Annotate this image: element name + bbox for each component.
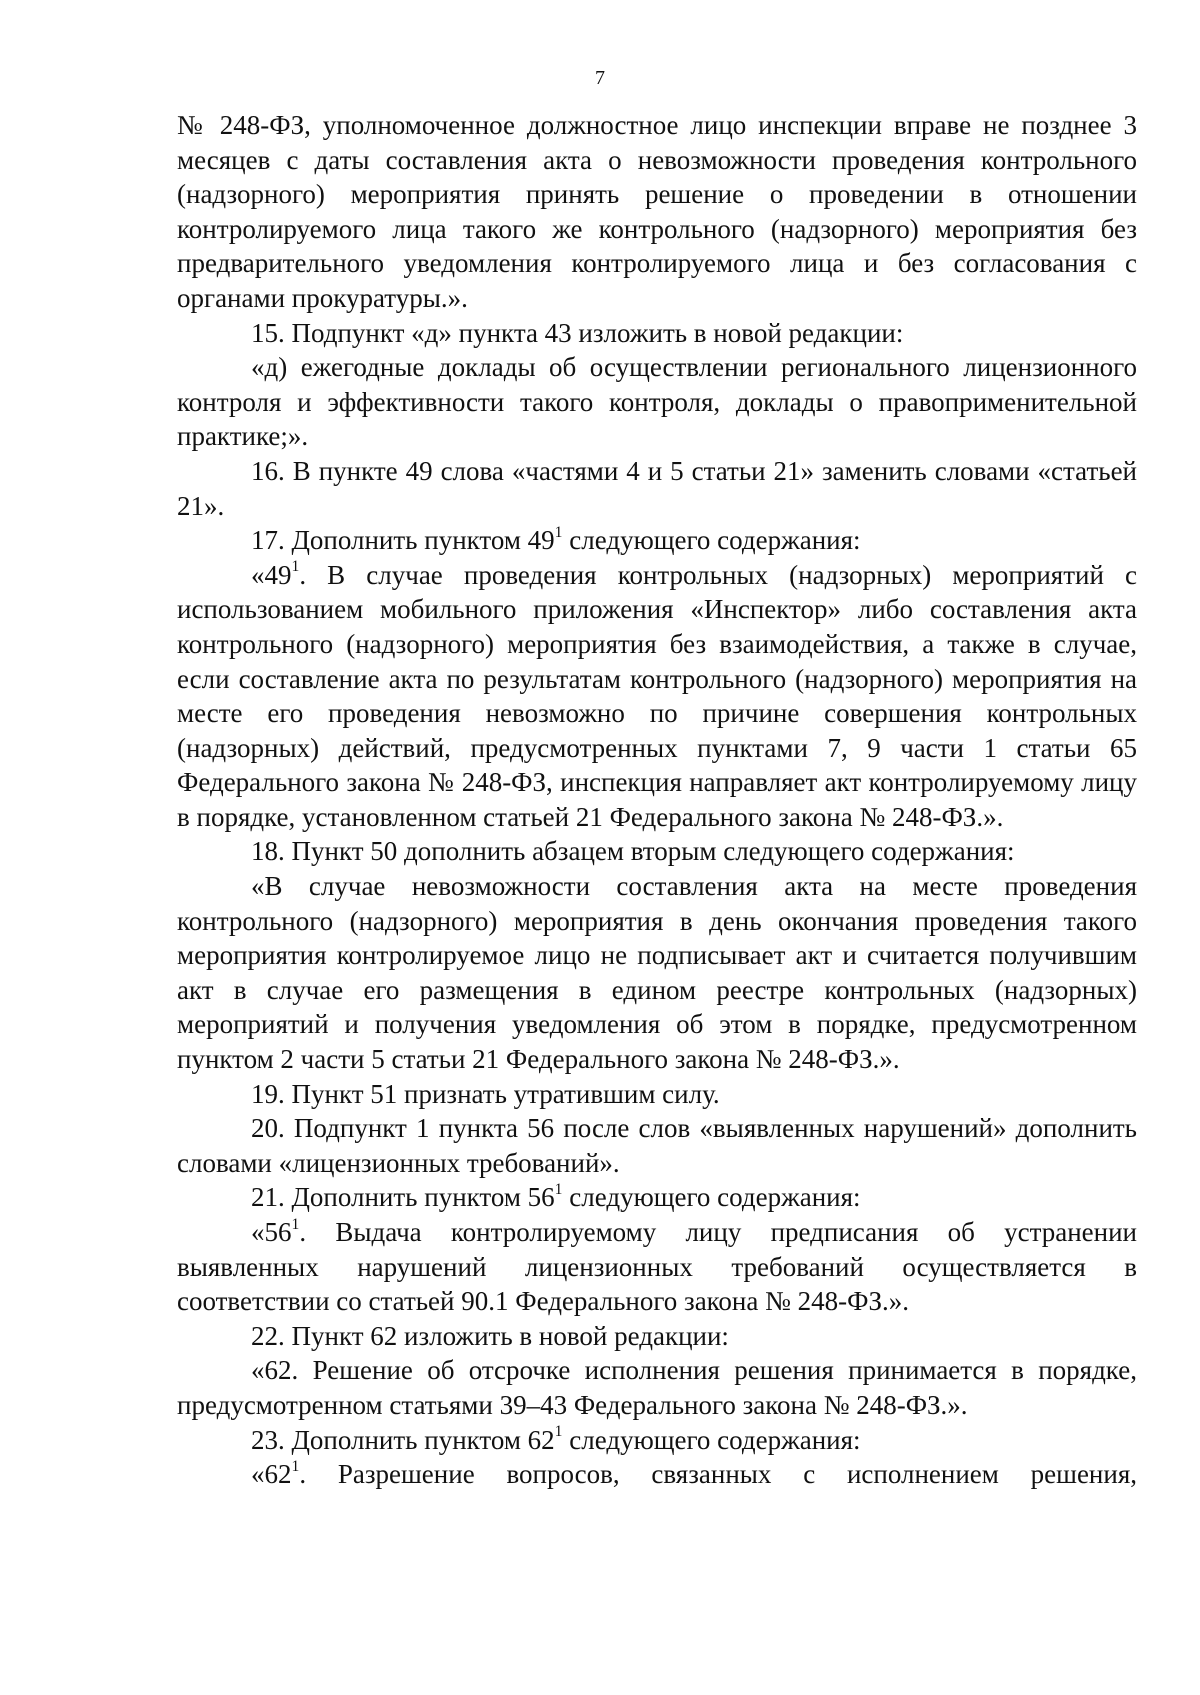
paragraph-text: следующего содержания: (562, 1182, 861, 1213)
superscript: 1 (554, 1423, 563, 1441)
paragraph (177, 1077, 1137, 1112)
paragraph (177, 834, 1137, 869)
paragraph (177, 1180, 1137, 1215)
paragraph-text: 15. Подпункт «д» пункта 43 изложить в новой редакции: (251, 317, 904, 348)
paragraph (177, 316, 1137, 351)
paragraph-text: 18. Пункт 50 дополнить абзацем вторым следующего содержания: (251, 836, 1015, 867)
paragraph-text: следующего содержания: (562, 1424, 861, 1455)
paragraph-text: 21. Дополнить пунктом 56 (251, 1182, 555, 1213)
paragraph (177, 523, 1137, 558)
paragraph (177, 1319, 1137, 1354)
page-number: 7 (595, 67, 605, 89)
superscript: 1 (291, 558, 300, 576)
paragraph (177, 350, 1137, 454)
paragraph (177, 1111, 1137, 1180)
superscript: 1 (554, 1181, 563, 1199)
paragraph-text: «62 (251, 1459, 292, 1490)
paragraph-text: 22. Пункт 62 изложить в новой редакции: (251, 1320, 729, 1351)
paragraph-text: . В случае проведения контрольных (надзорных) мероприятий с использованием мобильного приложения «Инспектор» либо составления акта контрольного (надзорного) мероприятия без взаимодействия, а также в случае, если составление акта по результатам контрольного (надзорного) мероприятия на месте его проведения невозможно по причине совершения контрольных (надзорных) действий, предусмотренных пунктами 7, 9 части 1 статьи 65 Федерального закона № 248-ФЗ, инспекция направляет акт контролируемому лицу в порядке, установленном статьей 21 Федерального закона № 248-ФЗ.». (177, 559, 1137, 832)
paragraph (177, 869, 1137, 1077)
paragraph-text: . Выдача контролируемому лицу предписания об устранении выявленных нарушений лицензионных требований осуществляется в соответствии со статьей 90.1 Федерального закона № 248-ФЗ.». (177, 1217, 1137, 1317)
paragraph-text: . Разрешение вопросов, связанных с исполнением решения, (299, 1459, 1137, 1490)
paragraph-text: 17. Дополнить пунктом 49 (251, 525, 555, 556)
paragraph-text: следующего содержания: (562, 525, 861, 556)
document-body (177, 108, 1137, 1492)
superscript: 1 (554, 523, 563, 541)
superscript: 1 (291, 1457, 300, 1475)
paragraph-text: «49 (251, 559, 292, 590)
paragraph (177, 1353, 1137, 1422)
paragraph-text: 23. Дополнить пунктом 62 (251, 1424, 555, 1455)
paragraph (177, 1215, 1137, 1319)
paragraph-text: «В случае невозможности составления акта на месте проведения контрольного (надзорного) мероприятия в день окончания проведения такого мероприятия контролируемое лицо не подписывает акт и считается получившим акт в случае его размещения в едином реестре контрольных (надзорных) мероприятий и получения уведомления об этом в порядке, предусмотренном пунктом 2 части 5 статьи 21 Федерального закона № 248-ФЗ.». (177, 871, 1137, 1075)
paragraph (177, 454, 1137, 523)
paragraph-text: 19. Пункт 51 признать утратившим силу. (251, 1078, 720, 1109)
superscript: 1 (291, 1215, 300, 1233)
paragraph-text: «62. Решение об отсрочке исполнения решения принимается в порядке, предусмотренном статьями 39–43 Федерального закона № 248-ФЗ.». (177, 1355, 1137, 1420)
paragraph-text: 16. В пункте 49 слова «частями 4 и 5 статьи 21» заменить словами «статьей 21». (177, 455, 1137, 521)
paragraph (177, 1423, 1137, 1458)
paragraph (177, 108, 1137, 316)
paragraph (177, 558, 1137, 835)
paragraph-text: № 248-ФЗ, уполномоченное должностное лицо инспекции вправе не позднее 3 месяцев с даты составления акта о невозможности проведения контрольного (надзорного) мероприятия принять решение о проведении в отношении контролируемого лица такого же контрольного (надзорного) мероприятия без предварительного уведомления контролируемого лица и без согласования с органами прокуратуры.». (177, 110, 1137, 313)
paragraph (177, 1457, 1137, 1492)
paragraph-text: «д) ежегодные доклады об осуществлении регионального лицензионного контроля и эффективности такого контроля, доклады о правоприменительной практике;». (177, 352, 1137, 452)
paragraph-text: 20. Подпункт 1 пункта 56 после слов «выявленных нарушений» дополнить словами «лицензионных требований». (177, 1113, 1137, 1178)
paragraph-text: «56 (251, 1217, 292, 1247)
